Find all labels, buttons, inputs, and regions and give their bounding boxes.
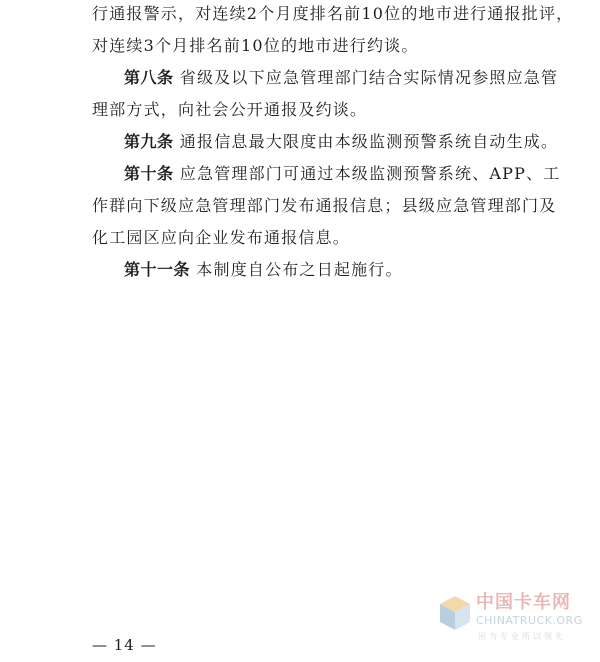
watermark	[438, 592, 583, 644]
line-text: 本制度自公布之日起施行。	[190, 260, 403, 279]
cube-logo-icon	[438, 594, 472, 632]
article-10-line-1	[124, 164, 561, 184]
line-text: 省级及以下应急管理部门结合实际情况参照应急管	[173, 68, 559, 87]
article-10-line-3	[92, 228, 350, 248]
body-line-2	[92, 36, 419, 56]
line-text: 作群向下级应急管理部门发布通报信息；县级应急管理部门及	[92, 196, 557, 215]
article-9-line-1	[124, 132, 558, 152]
article-8-line-2	[92, 100, 367, 120]
line-text: 行通报警示，对连续2个月度排名前10位的地市进行通报批评，	[92, 4, 574, 23]
body-line-1	[92, 4, 573, 24]
article-8-line-1	[124, 68, 558, 88]
article-heading: 第十一条	[124, 260, 191, 279]
article-11-line-1	[124, 260, 403, 280]
watermark-subtitle: CHINATRUCK.ORG	[476, 614, 583, 627]
article-heading: 第九条	[124, 132, 174, 151]
article-heading: 第十条	[124, 164, 174, 183]
line-text: 理部方式，向社会公开通报及约谈。	[92, 100, 368, 119]
line-text: 应急管理部门可通过本级监测预警系统、APP、工	[173, 164, 561, 183]
article-heading: 第八条	[124, 68, 174, 87]
article-10-line-2	[92, 196, 556, 216]
page-number: — 14 —	[92, 636, 157, 654]
watermark-tagline: 因为专业所以领先	[478, 632, 566, 641]
line-text: 通报信息最大限度由本级监测预警系统自动生成。	[173, 132, 559, 151]
line-text: 对连续3个月排名前10位的地市进行约谈。	[92, 36, 419, 55]
watermark-title: 中国卡车网	[476, 592, 571, 613]
line-text: 化工园区应向企业发布通报信息。	[92, 228, 351, 247]
